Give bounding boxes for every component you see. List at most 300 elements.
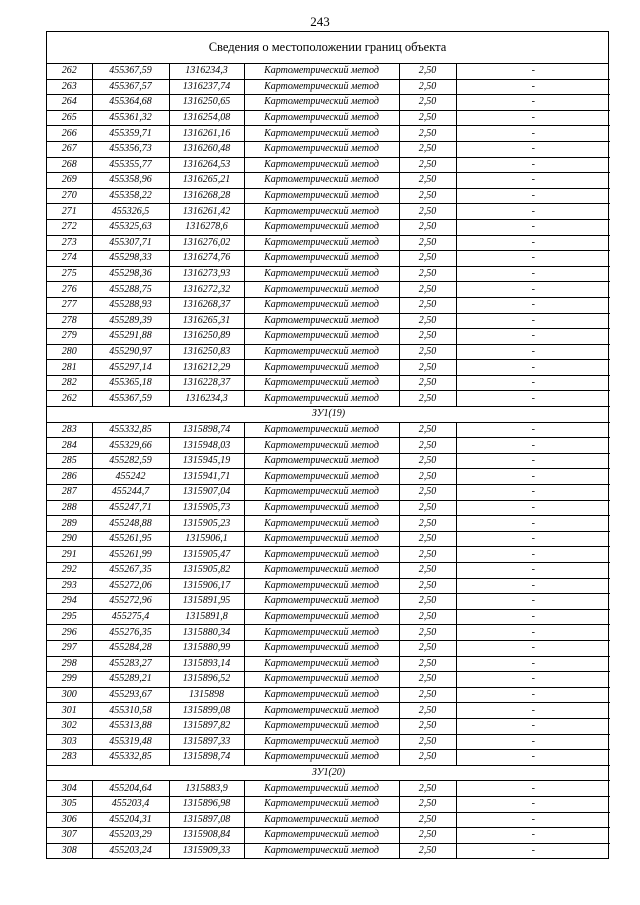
- coord-x: 455367,59: [92, 391, 169, 407]
- accuracy-cell: 2,50: [399, 266, 456, 282]
- description-cell: -: [456, 95, 610, 111]
- accuracy-cell: 2,50: [399, 516, 456, 532]
- method-cell: Картометрический метод: [244, 485, 399, 501]
- method-cell: Картометрический метод: [244, 79, 399, 95]
- method-cell: Картометрический метод: [244, 843, 399, 858]
- table-row: [47, 79, 610, 95]
- point-number: 268: [47, 157, 92, 173]
- table-row: [47, 609, 610, 625]
- method-cell: Картометрический метод: [244, 110, 399, 126]
- method-cell: Картометрический метод: [244, 297, 399, 313]
- coord-y: 1315905,47: [169, 547, 244, 563]
- description-cell: -: [456, 329, 610, 345]
- coord-x: 455361,32: [92, 110, 169, 126]
- coord-y: 1316268,28: [169, 188, 244, 204]
- description-cell: -: [456, 251, 610, 267]
- method-cell: Картометрический метод: [244, 344, 399, 360]
- point-number: 285: [47, 453, 92, 469]
- point-number: 296: [47, 625, 92, 641]
- accuracy-cell: 2,50: [399, 485, 456, 501]
- accuracy-cell: 2,50: [399, 563, 456, 579]
- method-cell: Картометрический метод: [244, 703, 399, 719]
- method-cell: Картометрический метод: [244, 500, 399, 516]
- method-cell: Картометрический метод: [244, 157, 399, 173]
- description-cell: -: [456, 781, 610, 797]
- table-row: [47, 563, 610, 579]
- point-number: 283: [47, 750, 92, 766]
- coord-x: 455358,22: [92, 188, 169, 204]
- coord-x: 455356,73: [92, 141, 169, 157]
- method-cell: Картометрический метод: [244, 609, 399, 625]
- description-cell: -: [456, 313, 610, 329]
- coord-x: 455203,4: [92, 796, 169, 812]
- description-cell: -: [456, 718, 610, 734]
- coord-x: 455283,27: [92, 656, 169, 672]
- point-number: 290: [47, 531, 92, 547]
- coord-y: 1315898: [169, 687, 244, 703]
- table-row: [47, 453, 610, 469]
- table-row: [47, 656, 610, 672]
- accuracy-cell: 2,50: [399, 204, 456, 220]
- coord-x: 455244,7: [92, 485, 169, 501]
- table-row: [47, 843, 610, 858]
- table-row: [47, 750, 610, 766]
- table-row: [47, 516, 610, 532]
- coord-x: 455282,59: [92, 453, 169, 469]
- point-number: 302: [47, 718, 92, 734]
- coord-y: 1315899,08: [169, 703, 244, 719]
- coord-y: 1315883,9: [169, 781, 244, 797]
- coord-x: 455275,4: [92, 609, 169, 625]
- coord-y: 1316265,31: [169, 313, 244, 329]
- accuracy-cell: 2,50: [399, 64, 456, 79]
- coord-x: 455307,71: [92, 235, 169, 251]
- description-cell: -: [456, 734, 610, 750]
- description-cell: -: [456, 500, 610, 516]
- description-cell: -: [456, 79, 610, 95]
- accuracy-cell: 2,50: [399, 79, 456, 95]
- boundary-table-sheet: [46, 31, 609, 859]
- point-number: 266: [47, 126, 92, 142]
- point-number: 279: [47, 329, 92, 345]
- point-number: 299: [47, 672, 92, 688]
- coord-x: 455310,58: [92, 703, 169, 719]
- coord-x: 455297,14: [92, 360, 169, 376]
- description-cell: -: [456, 703, 610, 719]
- coord-x: 455291,88: [92, 329, 169, 345]
- point-number: 282: [47, 375, 92, 391]
- coord-y: 1316250,83: [169, 344, 244, 360]
- point-number: 293: [47, 578, 92, 594]
- table-row: [47, 828, 610, 844]
- description-cell: -: [456, 422, 610, 438]
- table-row: [47, 781, 610, 797]
- coord-x: 455367,59: [92, 64, 169, 79]
- description-cell: -: [456, 563, 610, 579]
- coord-y: 1316273,93: [169, 266, 244, 282]
- description-cell: -: [456, 64, 610, 79]
- description-cell: -: [456, 796, 610, 812]
- point-number: 269: [47, 173, 92, 189]
- point-number: 308: [47, 843, 92, 858]
- coord-x: 455289,21: [92, 672, 169, 688]
- table-title: Сведения о местоположении границ объекта: [47, 32, 608, 64]
- method-cell: Картометрический метод: [244, 625, 399, 641]
- description-cell: -: [456, 750, 610, 766]
- coord-x: 455261,99: [92, 547, 169, 563]
- description-cell: -: [456, 438, 610, 454]
- coord-y: 1316250,65: [169, 95, 244, 111]
- point-number: 305: [47, 796, 92, 812]
- accuracy-cell: 2,50: [399, 360, 456, 376]
- table-row: [47, 235, 610, 251]
- description-cell: -: [456, 110, 610, 126]
- method-cell: Картометрический метод: [244, 781, 399, 797]
- table-row: [47, 173, 610, 189]
- point-number: 307: [47, 828, 92, 844]
- table-row: [47, 594, 610, 610]
- coord-x: 455247,71: [92, 500, 169, 516]
- point-number: 286: [47, 469, 92, 485]
- coord-x: 455290,97: [92, 344, 169, 360]
- table-row: [47, 329, 610, 345]
- table-row: [47, 438, 610, 454]
- point-number: 275: [47, 266, 92, 282]
- description-cell: -: [456, 828, 610, 844]
- table-row: [47, 64, 610, 79]
- method-cell: Картометрический метод: [244, 531, 399, 547]
- accuracy-cell: 2,50: [399, 438, 456, 454]
- point-number: 306: [47, 812, 92, 828]
- section-row: [47, 407, 610, 423]
- coord-x: 455203,24: [92, 843, 169, 858]
- table-row: [47, 266, 610, 282]
- table-row: [47, 204, 610, 220]
- accuracy-cell: 2,50: [399, 235, 456, 251]
- coordinates-table: [47, 64, 610, 858]
- table-row: [47, 391, 610, 407]
- method-cell: Картометрический метод: [244, 796, 399, 812]
- method-cell: Картометрический метод: [244, 656, 399, 672]
- coord-y: 1316261,16: [169, 126, 244, 142]
- coord-y: 1316254,08: [169, 110, 244, 126]
- point-number: 276: [47, 282, 92, 298]
- description-cell: -: [456, 485, 610, 501]
- method-cell: Картометрический метод: [244, 141, 399, 157]
- method-cell: Картометрический метод: [244, 578, 399, 594]
- table-row: [47, 95, 610, 111]
- coord-x: 455293,67: [92, 687, 169, 703]
- table-row: [47, 625, 610, 641]
- table-row: [47, 188, 610, 204]
- table-row: [47, 157, 610, 173]
- coord-x: 455248,88: [92, 516, 169, 532]
- coord-y: 1315896,52: [169, 672, 244, 688]
- table-row: [47, 547, 610, 563]
- description-cell: -: [456, 188, 610, 204]
- description-cell: -: [456, 235, 610, 251]
- accuracy-cell: 2,50: [399, 609, 456, 625]
- coord-y: 1315898,74: [169, 422, 244, 438]
- method-cell: Картометрический метод: [244, 828, 399, 844]
- method-cell: Картометрический метод: [244, 173, 399, 189]
- coord-y: 1315948,03: [169, 438, 244, 454]
- description-cell: -: [456, 469, 610, 485]
- point-number: 273: [47, 235, 92, 251]
- description-cell: -: [456, 812, 610, 828]
- coord-x: 455284,28: [92, 640, 169, 656]
- method-cell: Картометрический метод: [244, 438, 399, 454]
- coord-x: 455204,64: [92, 781, 169, 797]
- method-cell: Картометрический метод: [244, 235, 399, 251]
- coord-y: 1315909,33: [169, 843, 244, 858]
- accuracy-cell: 2,50: [399, 843, 456, 858]
- method-cell: Картометрический метод: [244, 718, 399, 734]
- accuracy-cell: 2,50: [399, 828, 456, 844]
- method-cell: Картометрический метод: [244, 251, 399, 267]
- point-number: 277: [47, 297, 92, 313]
- coord-y: 1315891,8: [169, 609, 244, 625]
- page-number: 243: [310, 14, 330, 29]
- point-number: 263: [47, 79, 92, 95]
- accuracy-cell: 2,50: [399, 687, 456, 703]
- table-row: [47, 812, 610, 828]
- point-number: 291: [47, 547, 92, 563]
- coord-y: 1315905,23: [169, 516, 244, 532]
- table-row: [47, 578, 610, 594]
- description-cell: -: [456, 531, 610, 547]
- coord-x: 455359,71: [92, 126, 169, 142]
- coord-y: 1315897,82: [169, 718, 244, 734]
- table-row: [47, 640, 610, 656]
- point-number: 281: [47, 360, 92, 376]
- coord-y: 1315941,71: [169, 469, 244, 485]
- accuracy-cell: 2,50: [399, 141, 456, 157]
- coord-x: 455298,33: [92, 251, 169, 267]
- coord-x: 455332,85: [92, 750, 169, 766]
- accuracy-cell: 2,50: [399, 469, 456, 485]
- accuracy-cell: 2,50: [399, 173, 456, 189]
- table-row: [47, 282, 610, 298]
- point-number: 303: [47, 734, 92, 750]
- coord-x: 455332,85: [92, 422, 169, 438]
- table-row: [47, 110, 610, 126]
- coord-x: 455329,66: [92, 438, 169, 454]
- coord-y: 1316264,53: [169, 157, 244, 173]
- description-cell: -: [456, 625, 610, 641]
- accuracy-cell: 2,50: [399, 500, 456, 516]
- coord-y: 1315905,82: [169, 563, 244, 579]
- table-row: [47, 219, 610, 235]
- accuracy-cell: 2,50: [399, 703, 456, 719]
- table-row: [47, 344, 610, 360]
- method-cell: Картометрический метод: [244, 360, 399, 376]
- coord-y: 1315880,34: [169, 625, 244, 641]
- coord-y: 1315945,19: [169, 453, 244, 469]
- table-row: [47, 672, 610, 688]
- method-cell: Картометрический метод: [244, 453, 399, 469]
- coord-x: 455276,35: [92, 625, 169, 641]
- description-cell: -: [456, 578, 610, 594]
- description-cell: -: [456, 609, 610, 625]
- method-cell: Картометрический метод: [244, 547, 399, 563]
- accuracy-cell: 2,50: [399, 625, 456, 641]
- description-cell: -: [456, 547, 610, 563]
- table-row: [47, 251, 610, 267]
- accuracy-cell: 2,50: [399, 672, 456, 688]
- coord-x: 455325,63: [92, 219, 169, 235]
- coord-x: 455289,39: [92, 313, 169, 329]
- coord-x: 455242: [92, 469, 169, 485]
- method-cell: Картометрический метод: [244, 219, 399, 235]
- coord-y: 1316234,3: [169, 64, 244, 79]
- table-row: [47, 718, 610, 734]
- accuracy-cell: 2,50: [399, 95, 456, 111]
- description-cell: -: [456, 282, 610, 298]
- description-cell: -: [456, 656, 610, 672]
- table-row: [47, 469, 610, 485]
- accuracy-cell: 2,50: [399, 391, 456, 407]
- accuracy-cell: 2,50: [399, 110, 456, 126]
- coord-y: 1315896,98: [169, 796, 244, 812]
- table-row: [47, 375, 610, 391]
- description-cell: -: [456, 141, 610, 157]
- method-cell: Картометрический метод: [244, 64, 399, 79]
- description-cell: -: [456, 297, 610, 313]
- description-cell: -: [456, 360, 610, 376]
- point-number: 271: [47, 204, 92, 220]
- accuracy-cell: 2,50: [399, 422, 456, 438]
- point-number: 278: [47, 313, 92, 329]
- method-cell: Картометрический метод: [244, 266, 399, 282]
- point-number: 262: [47, 64, 92, 79]
- method-cell: Картометрический метод: [244, 188, 399, 204]
- method-cell: Картометрический метод: [244, 563, 399, 579]
- method-cell: Картометрический метод: [244, 422, 399, 438]
- method-cell: Картометрический метод: [244, 375, 399, 391]
- accuracy-cell: 2,50: [399, 781, 456, 797]
- table-row: [47, 297, 610, 313]
- accuracy-cell: 2,50: [399, 251, 456, 267]
- description-cell: -: [456, 594, 610, 610]
- accuracy-cell: 2,50: [399, 547, 456, 563]
- coord-y: 1316212,29: [169, 360, 244, 376]
- coord-y: 1315893,14: [169, 656, 244, 672]
- coord-y: 1315907,04: [169, 485, 244, 501]
- point-number: 301: [47, 703, 92, 719]
- section-label: ЗУ1(19): [47, 407, 610, 423]
- accuracy-cell: 2,50: [399, 329, 456, 345]
- accuracy-cell: 2,50: [399, 297, 456, 313]
- description-cell: -: [456, 843, 610, 858]
- point-number: 274: [47, 251, 92, 267]
- coord-y: 1315891,95: [169, 594, 244, 610]
- accuracy-cell: 2,50: [399, 188, 456, 204]
- accuracy-cell: 2,50: [399, 578, 456, 594]
- table-row: [47, 485, 610, 501]
- table-row: [47, 422, 610, 438]
- description-cell: -: [456, 157, 610, 173]
- point-number: 264: [47, 95, 92, 111]
- description-cell: -: [456, 204, 610, 220]
- accuracy-cell: 2,50: [399, 313, 456, 329]
- coord-x: 455326,5: [92, 204, 169, 220]
- coord-y: 1315897,33: [169, 734, 244, 750]
- coord-y: 1316265,21: [169, 173, 244, 189]
- method-cell: Картометрический метод: [244, 594, 399, 610]
- table-body: [47, 64, 610, 858]
- coord-y: 1316228,37: [169, 375, 244, 391]
- point-number: 283: [47, 422, 92, 438]
- coord-x: 455203,29: [92, 828, 169, 844]
- accuracy-cell: 2,50: [399, 750, 456, 766]
- description-cell: -: [456, 687, 610, 703]
- accuracy-cell: 2,50: [399, 594, 456, 610]
- point-number: 294: [47, 594, 92, 610]
- accuracy-cell: 2,50: [399, 126, 456, 142]
- section-row: [47, 765, 610, 781]
- accuracy-cell: 2,50: [399, 157, 456, 173]
- coord-x: 455272,96: [92, 594, 169, 610]
- section-label: ЗУ1(20): [47, 765, 610, 781]
- method-cell: Картометрический метод: [244, 750, 399, 766]
- accuracy-cell: 2,50: [399, 219, 456, 235]
- coord-x: 455204,31: [92, 812, 169, 828]
- method-cell: Картометрический метод: [244, 734, 399, 750]
- description-cell: -: [456, 266, 610, 282]
- method-cell: Картометрический метод: [244, 282, 399, 298]
- table-row: [47, 360, 610, 376]
- method-cell: Картометрический метод: [244, 469, 399, 485]
- coord-x: 455288,75: [92, 282, 169, 298]
- description-cell: -: [456, 516, 610, 532]
- coord-x: 455288,93: [92, 297, 169, 313]
- accuracy-cell: 2,50: [399, 812, 456, 828]
- method-cell: Картометрический метод: [244, 95, 399, 111]
- table-row: [47, 313, 610, 329]
- point-number: 292: [47, 563, 92, 579]
- method-cell: Картометрический метод: [244, 329, 399, 345]
- coord-y: 1316250,89: [169, 329, 244, 345]
- method-cell: Картометрический метод: [244, 391, 399, 407]
- coord-x: 455355,77: [92, 157, 169, 173]
- coord-y: 1316237,74: [169, 79, 244, 95]
- table-row: [47, 703, 610, 719]
- point-number: 265: [47, 110, 92, 126]
- coord-y: 1316278,6: [169, 219, 244, 235]
- coord-y: 1315897,08: [169, 812, 244, 828]
- point-number: 270: [47, 188, 92, 204]
- coord-x: 455261,95: [92, 531, 169, 547]
- method-cell: Картометрический метод: [244, 812, 399, 828]
- coord-x: 455267,35: [92, 563, 169, 579]
- coord-y: 1316268,37: [169, 297, 244, 313]
- coord-y: 1315906,17: [169, 578, 244, 594]
- coord-x: 455365,18: [92, 375, 169, 391]
- coord-y: 1316274,76: [169, 251, 244, 267]
- point-number: 262: [47, 391, 92, 407]
- coord-y: 1315898,74: [169, 750, 244, 766]
- point-number: 284: [47, 438, 92, 454]
- description-cell: -: [456, 453, 610, 469]
- accuracy-cell: 2,50: [399, 344, 456, 360]
- coord-y: 1315906,1: [169, 531, 244, 547]
- accuracy-cell: 2,50: [399, 734, 456, 750]
- table-row: [47, 734, 610, 750]
- coord-y: 1316261,42: [169, 204, 244, 220]
- description-cell: -: [456, 126, 610, 142]
- description-cell: -: [456, 344, 610, 360]
